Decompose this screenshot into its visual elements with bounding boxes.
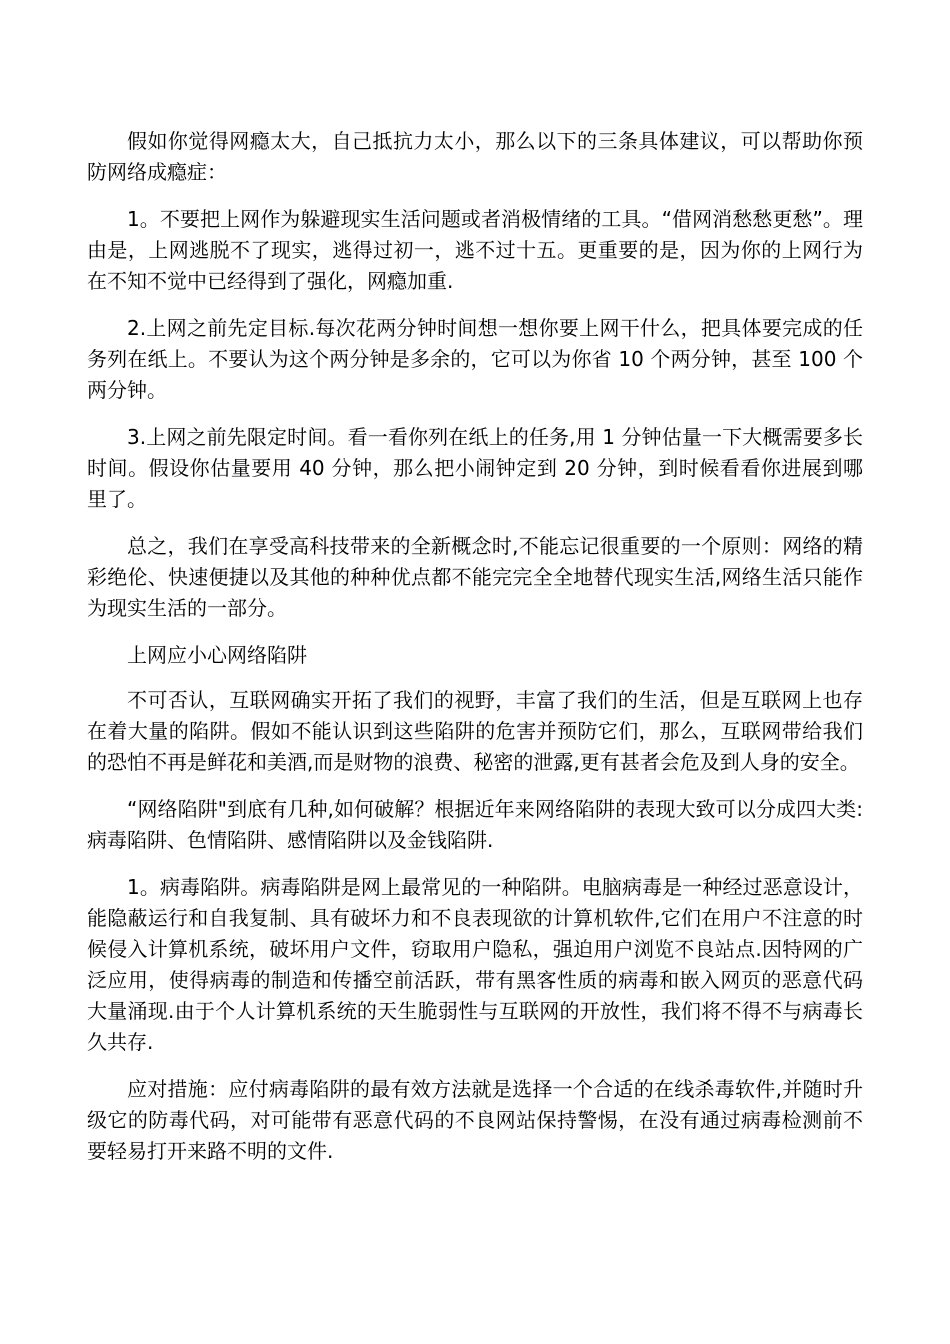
paragraph-suggestion-2: 2.上网之前先定目标.每次花两分钟时间想一想你要上网干什么，把具体要完成的任务列在纸上。不要认为这个两分钟是多余的，它可以为你省 10 个两分钟，甚至 100 个两分钟。 [87,316,863,402]
section-heading: 上网应小心网络陷阱 [127,643,307,667]
paragraph-countermeasures: 应对措施：应付病毒陷阱的最有效方法就是选择一个合适的在线杀毒软件,并随时升级它的防毒代码，对可能带有恶意代码的不良网站保持警惕，在没有通过病毒检测前不要轻易打开来路不明的文件. [87,1077,863,1163]
paragraph-trap-intro: 不可否认，互联网确实开拓了我们的视野，丰富了我们的生活，但是互联网上也存在着大量的陷阱。假如不能认识到这些陷阱的危害并预防它们，那么，互联网带给我们的恐怕不再是鲜花和美酒,而是财物的浪费、秘密的泄露,更有甚者会危及到人身的安全。 [87,688,863,774]
paragraph-intro: 假如你觉得网瘾太大，自己抵抗力太小，那么以下的三条具体建议，可以帮助你预防网络成瘾症： [87,129,863,184]
paragraph-suggestion-3: 3.上网之前先限定时间。看一看你列在纸上的任务,用 1 分钟估量一下大概需要多长时间。假设你估量要用 40 分钟，那么把小闹钟定到 20 分钟，到时候看看你进展到哪里了。 [87,425,863,511]
paragraph-virus-trap: 1。病毒陷阱。病毒陷阱是网上最常见的一种陷阱。电脑病毒是一种经过恶意设计，能隐蔽运行和自我复制、具有破坏力和不良表现欲的计算机软件,它们在用户不注意的时候侵入计算机系统，破坏用户文件，窃取用户隐私，强迫用户浏览不良站点.因特网的广泛应用，使得病毒的制造和传播空前活跃，带有黑客性质的病毒和嵌入网页的恶意代码大量涌现.由于个人计算机系统的天生脆弱性与互联网的开放性，我们将不得不与病毒长久共存. [87,875,863,1054]
paragraph-trap-types: “网络陷阱"到底有几种,如何破解？根据近年来网络陷阱的表现大致可以分成四大类:病毒陷阱、色情陷阱、感情陷阱以及金钱陷阱. [87,797,863,852]
paragraph-summary: 总之，我们在享受高科技带来的全新概念时,不能忘记很重要的一个原则：网络的精彩绝伦、快速便捷以及其他的种种优点都不能完完全全地替代现实生活,网络生活只能作为现实生活的一部分。 [87,534,863,620]
paragraph-suggestion-1: 1。不要把上网作为躲避现实生活问题或者消极情绪的工具。“借网消愁愁更愁”。理由是，上网逃脱不了现实，逃得过初一，逃不过十五。更重要的是，因为你的上网行为在不知不觉中已经得到了强化，网瘾加重. [87,207,863,293]
document-body [87,126,863,1183]
